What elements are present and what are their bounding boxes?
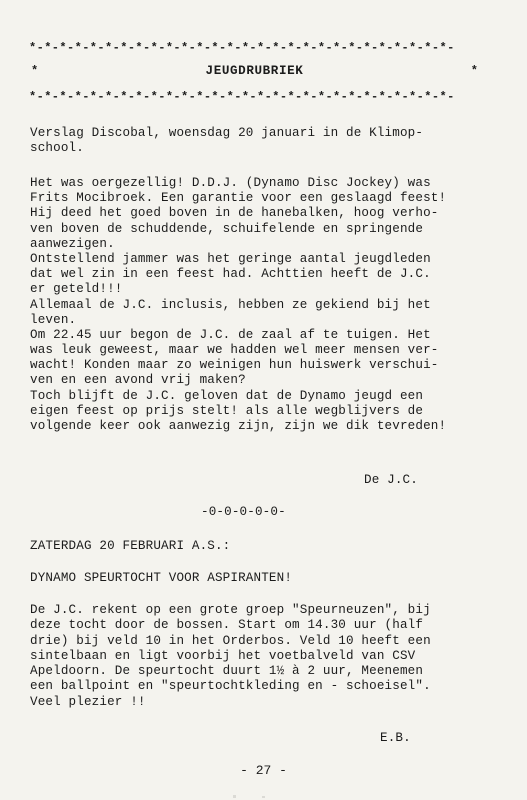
header-star-right: * — [470, 64, 478, 78]
report-body-line: eigen feest op prijs stelt! als alle wegblijvers de — [30, 404, 424, 418]
header-border-bottom: *-*-*-*-*-*-*-*-*-*-*-*-*-*-*-*-*-*-*-*-*-*-*-*-*-*-*-*- — [29, 90, 455, 104]
announcement-title: DYNAMO SPEURTOCHT VOOR ASPIRANTEN! — [30, 571, 293, 585]
report-body-line: Hij deed het goed boven in de hanebalken, hoog verho- — [30, 206, 439, 220]
report-body-line: volgende keer ook aanwezig zijn, zijn we dik tevreden! — [30, 419, 447, 433]
report-body-line: leven. — [30, 313, 77, 327]
scan-mark — [262, 796, 265, 798]
scan-mark — [233, 795, 236, 798]
report-body-line: Allemaal de J.C. inclusis, hebben ze gekiend bij het — [30, 298, 431, 312]
section-separator: -0-0-0-0-0- — [201, 505, 286, 519]
announcement-body-line: sintelbaan en ligt voorbij het voetbalveld van CSV — [30, 649, 416, 663]
announcement-body-line: een ballpoint en "speurtochtkleding en - schoeisel". — [30, 679, 431, 693]
announcement-body-line: Apeldoorn. De speurtocht duurt 1½ à 2 uur, Meenemen — [30, 664, 424, 678]
announcement-signature: E.B. — [380, 731, 411, 745]
header-title-row — [27, 64, 482, 80]
report-body-line: dat wel zin in een feest had. Achttien heeft de J.C. — [30, 267, 431, 281]
announcement-body-line: drie) bij veld 10 in het Orderbos. Veld 10 heeft een — [30, 634, 431, 648]
report-body-line: er geteld!!! — [30, 282, 123, 296]
report-body-line: Toch blijft de J.C. geloven dat de Dynamo jeugd een — [30, 389, 424, 403]
announcement-body-line: Veel plezier !! — [30, 695, 146, 709]
announcement-body-line: De J.C. rekent op een grote groep "Speurneuzen", bij — [30, 603, 431, 617]
report-body-line: Het was oergezellig! D.D.J. (Dynamo Disc Jockey) was — [30, 176, 431, 190]
report-body-line: Frits Mocibroek. Een garantie voor een geslaagd feest! — [30, 191, 447, 205]
report-signature: De J.C. — [364, 473, 418, 487]
report-body-line: wacht! Konden maar zo weinigen hun huiswerk verschui- — [30, 358, 439, 372]
announcement-date: ZATERDAG 20 FEBRUARI A.S.: — [30, 539, 231, 553]
report-intro-line-2: school. — [30, 141, 84, 155]
report-body-line: ven en een avond vrij maken? — [30, 373, 246, 387]
report-body-line: was leuk geweest, maar we hadden wel meer mensen ver- — [30, 343, 439, 357]
report-intro-line-1: Verslag Discobal, woensdag 20 januari in de Klimop- — [30, 126, 424, 140]
report-body-line: Om 22.45 uur begon de J.C. de zaal af te tuigen. Het — [30, 328, 431, 342]
report-body-line: aanwezigen. — [30, 237, 115, 251]
header-border-top: *-*-*-*-*-*-*-*-*-*-*-*-*-*-*-*-*-*-*-*-*-*-*-*-*-*-*-*- — [29, 41, 455, 55]
report-body-line: ven boven de schuddende, schuifelende en springende — [30, 222, 424, 236]
page-number: - 27 - — [240, 763, 287, 778]
report-body-line: Ontstellend jammer was het geringe aantal jeugdleden — [30, 252, 431, 266]
section-title: JEUGDRUBRIEK — [205, 64, 304, 78]
announcement-body-line: deze tocht door de bossen. Start om 14.30 uur (half — [30, 618, 424, 632]
header-star-left: * — [31, 64, 39, 78]
